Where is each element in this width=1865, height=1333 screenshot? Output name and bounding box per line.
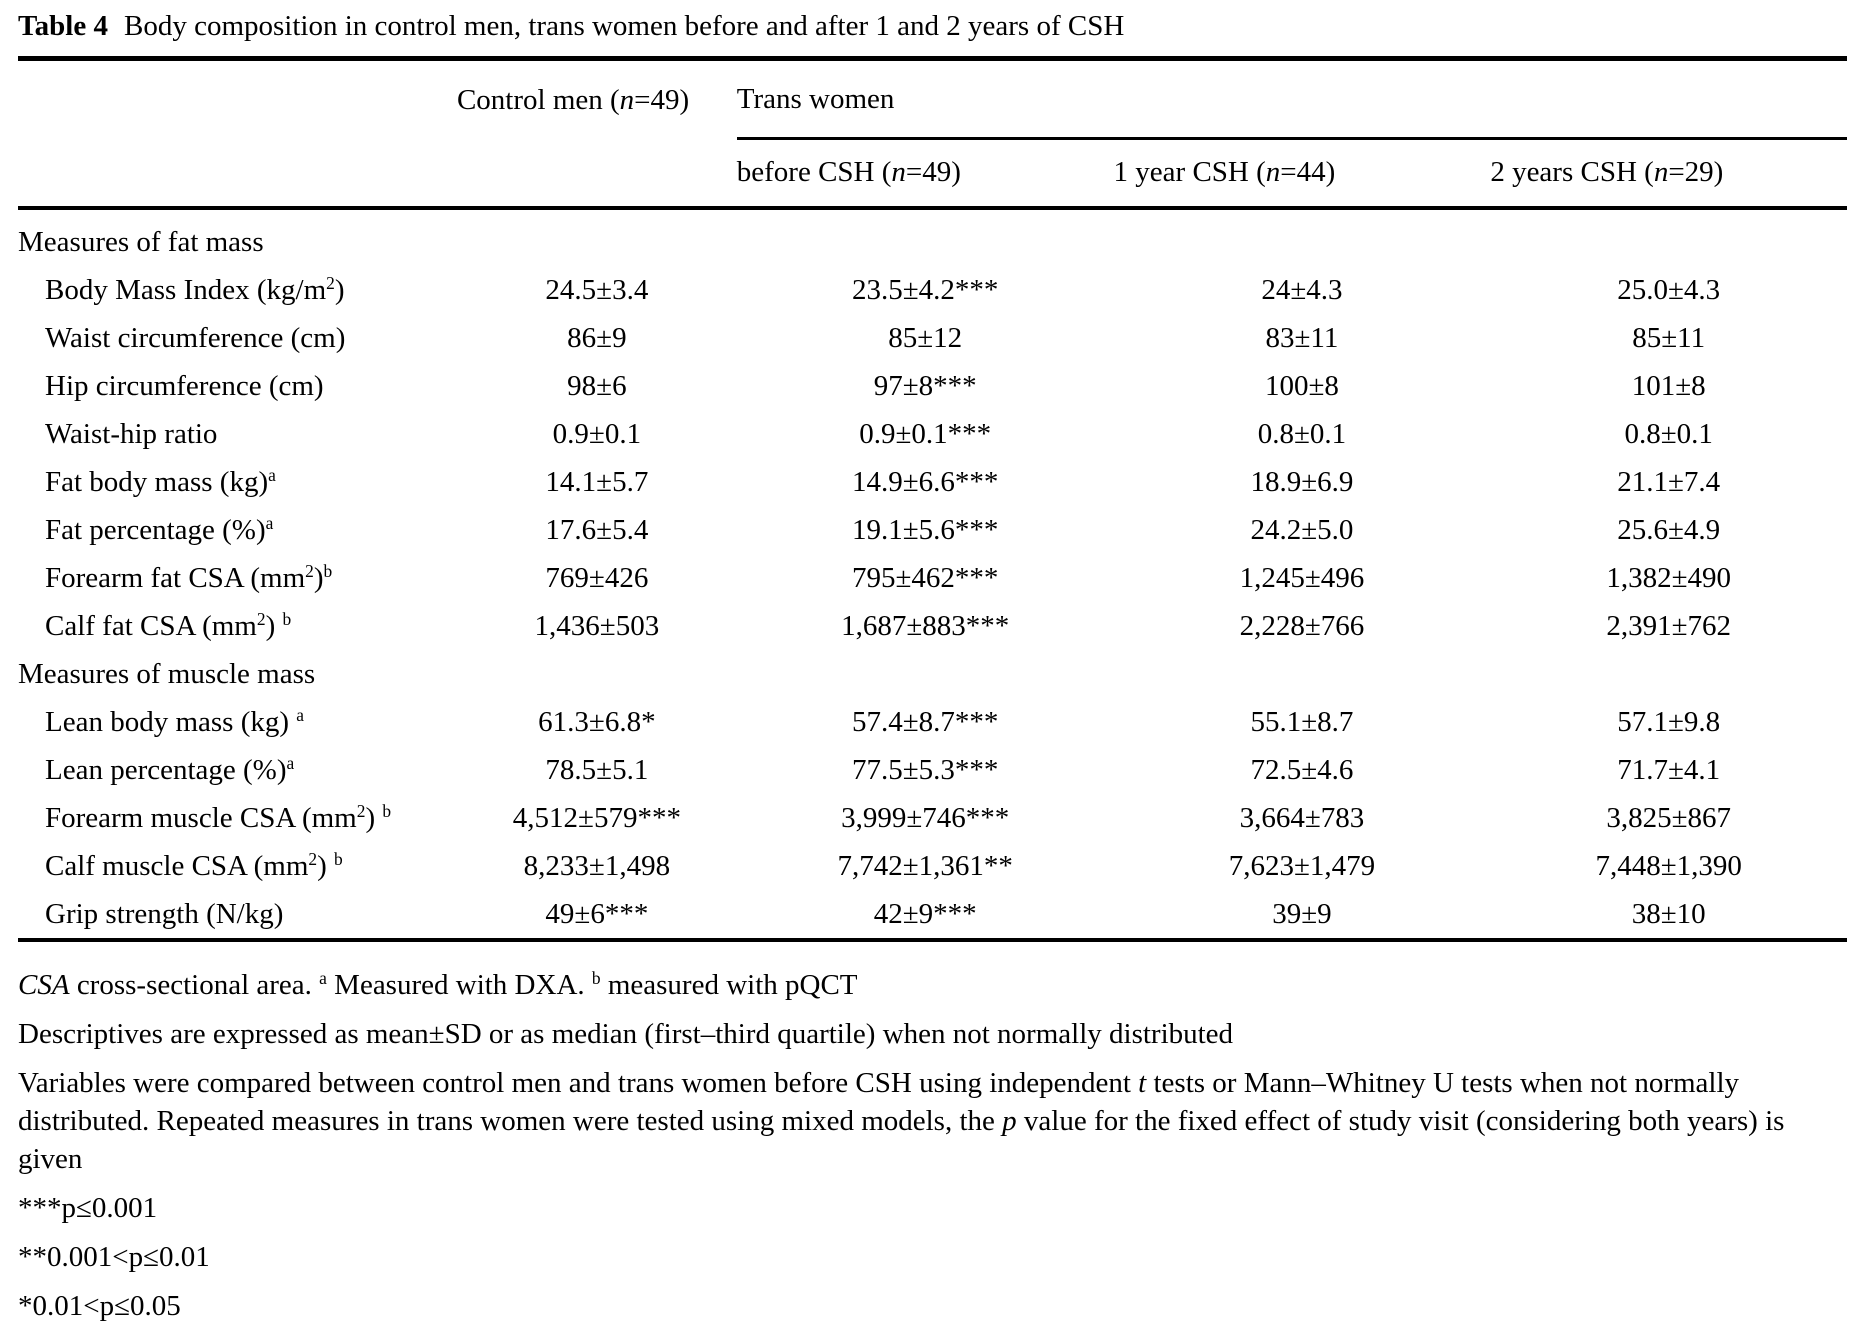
- body-composition-table: [18, 56, 1847, 942]
- section-label: Measures of muscle mass: [18, 658, 316, 690]
- cell-before-csh: 0.9±0.1***: [859, 418, 992, 450]
- cell-before-csh: 57.4±8.7***: [851, 706, 999, 738]
- header-row-groups: [18, 59, 1847, 139]
- cell-control-men: 49±6***: [545, 898, 649, 930]
- table-row: [18, 266, 1847, 314]
- row-label: Hip circumference (cm): [45, 370, 324, 402]
- cell-2years-csh: 25.0±4.3: [1617, 274, 1721, 306]
- table-caption: [18, 8, 1847, 44]
- row-label: Forearm muscle CSA $(mm^2)$ $^b$: [45, 801, 392, 834]
- cell-control-men: 1,436±503: [534, 610, 660, 642]
- cell-1year-csh: 39±9: [1272, 898, 1332, 930]
- cell-control-men: 98±6: [567, 370, 627, 402]
- table-row: [18, 314, 1847, 362]
- row-label: Grip strength (N/kg): [45, 898, 284, 930]
- row-label: Calf muscle CSA $(mm^2)$ $^b$: [45, 849, 343, 882]
- col-header-2years-csh: 2 years CSH (n=29): [1490, 139, 1847, 209]
- cell-1year-csh: 83±11: [1265, 322, 1339, 354]
- cell-control-men: 8,233±1,498: [523, 850, 671, 882]
- footnotes: [18, 966, 1847, 1325]
- table-row: [18, 698, 1847, 746]
- cell-2years-csh: 21.1±7.4: [1617, 466, 1721, 498]
- cell-1year-csh: 72.5±4.6: [1250, 754, 1354, 786]
- cell-before-csh: 3,999±746***: [841, 802, 1010, 834]
- trans-women-label: Trans women: [736, 83, 895, 115]
- section-label: Measures of fat mass: [18, 226, 264, 258]
- cell-2years-csh: 85±11: [1632, 322, 1706, 354]
- col-header-trans-women: [737, 59, 1847, 139]
- row-label: Forearm fat CSA $(mm^2)^b$: [45, 561, 333, 594]
- table-body: [18, 208, 1847, 940]
- col-header-control-men: Control men (n=49): [456, 83, 690, 116]
- cell-control-men: 4,512±579***: [512, 802, 681, 834]
- col-header-before-csh: before CSH (n=49): [737, 139, 1114, 209]
- row-label: Lean body mass (kg) $^a$: [45, 705, 305, 738]
- table-header: [18, 59, 1847, 209]
- table-row: [18, 746, 1847, 794]
- cell-2years-csh: 3,825±867: [1606, 802, 1731, 834]
- cell-control-men: 14.1±5.7: [545, 466, 649, 498]
- footnote-p-001: ***p≤0.001: [18, 1192, 158, 1224]
- table-section-row: [18, 208, 1847, 266]
- cell-control-men: 769±426: [545, 562, 649, 594]
- cell-1year-csh: 2,228±766: [1239, 610, 1365, 642]
- cell-before-csh: 795±462***: [851, 562, 999, 594]
- footnote-p-01: **0.001<p≤0.01: [18, 1241, 210, 1273]
- table-row: [18, 794, 1847, 842]
- footnote-statistics: Variables were compared between control men and trans women before CSH using independent t tests or Mann–Whitney U tests when not normally distributed. Repeated measures in trans women were tested using mixed models, the p value for the fixed effect of study visit (considering both years) is given: [18, 1067, 1785, 1175]
- cell-1year-csh: 24.2±5.0: [1250, 514, 1354, 546]
- header-spacer: [18, 139, 457, 209]
- cell-control-men: 0.9±0.1: [552, 418, 642, 450]
- cell-2years-csh: 71.7±4.1: [1617, 754, 1721, 786]
- table-row: [18, 842, 1847, 890]
- cell-2years-csh: 25.6±4.9: [1617, 514, 1721, 546]
- cell-control-men: 78.5±5.1: [545, 754, 649, 786]
- row-label: Calf fat CSA $(mm^2)$ $^b$: [45, 609, 292, 642]
- cell-before-csh: 19.1±5.6***: [851, 514, 999, 546]
- cell-2years-csh: 38±10: [1631, 898, 1706, 930]
- table-number: Table 4: [18, 10, 108, 42]
- cell-2years-csh: 1,382±490: [1606, 562, 1731, 594]
- cell-before-csh: 77.5±5.3***: [851, 754, 999, 786]
- header-spacer: [457, 139, 737, 209]
- table-row: [18, 458, 1847, 506]
- footnote-p-05: *0.01<p≤0.05: [18, 1290, 181, 1322]
- cell-control-men: 24.5±3.4: [545, 274, 649, 306]
- cell-1year-csh: 24±4.3: [1261, 274, 1343, 306]
- cell-before-csh: 23.5±4.2***: [851, 274, 999, 306]
- cell-before-csh: 14.9±6.6***: [851, 466, 999, 498]
- cell-control-men: 86±9: [567, 322, 627, 354]
- row-label: Body Mass Index $(kg/m^2)$: [45, 273, 345, 306]
- cell-2years-csh: 7,448±1,390: [1595, 850, 1742, 882]
- row-label: Waist circumference (cm): [45, 322, 346, 354]
- table-section-row: [18, 650, 1847, 698]
- cell-before-csh: 1,687±883***: [841, 610, 1010, 642]
- table-row: [18, 602, 1847, 650]
- row-label: Waist-hip ratio: [45, 418, 218, 450]
- cell-before-csh: 85±12: [888, 322, 963, 354]
- cell-1year-csh: 7,623±1,479: [1228, 850, 1376, 882]
- table-row: [18, 362, 1847, 410]
- cell-before-csh: 42±9***: [873, 898, 977, 930]
- footnote-descriptives: Descriptives are expressed as mean±SD or as median (first–third quartile) when not normally distributed: [18, 1018, 1234, 1050]
- table-caption-text: Body composition in control men, trans women before and after 1 and 2 years of CSH: [124, 10, 1125, 42]
- table-row: [18, 890, 1847, 940]
- row-label: Fat body mass (kg)$^a$: [45, 465, 276, 498]
- cell-control-men: 17.6±5.4: [545, 514, 649, 546]
- row-label: Fat percentage (%)$^a$: [45, 513, 274, 546]
- table-row: [18, 506, 1847, 554]
- cell-before-csh: 97±8***: [873, 370, 977, 402]
- cell-2years-csh: 0.8±0.1: [1624, 418, 1713, 450]
- cell-1year-csh: 55.1±8.7: [1250, 706, 1354, 738]
- cell-1year-csh: 0.8±0.1: [1257, 418, 1347, 450]
- col-header-1year-csh: 1 year CSH (n=44): [1114, 139, 1491, 209]
- cell-1year-csh: 18.9±6.9: [1250, 466, 1354, 498]
- table-row: [18, 554, 1847, 602]
- footnote-abbreviations: CSA cross-sectional area. $^a$ Measured with DXA. $^b$ measured with pQCT: [18, 968, 858, 1001]
- cell-1year-csh: 3,664±783: [1239, 802, 1365, 834]
- cell-2years-csh: 2,391±762: [1606, 610, 1731, 642]
- cell-2years-csh: 57.1±9.8: [1617, 706, 1721, 738]
- cell-control-men: 61.3±6.8*: [538, 706, 656, 738]
- header-row-subcolumns: [18, 139, 1847, 209]
- cell-before-csh: 7,742±1,361**: [837, 850, 1013, 882]
- table-row: [18, 410, 1847, 458]
- header-spacer: [18, 59, 457, 139]
- row-label: Lean percentage (%)$^a$: [45, 753, 295, 786]
- cell-1year-csh: 1,245±496: [1239, 562, 1365, 594]
- cell-1year-csh: 100±8: [1264, 370, 1339, 402]
- cell-2years-csh: 101±8: [1631, 370, 1706, 402]
